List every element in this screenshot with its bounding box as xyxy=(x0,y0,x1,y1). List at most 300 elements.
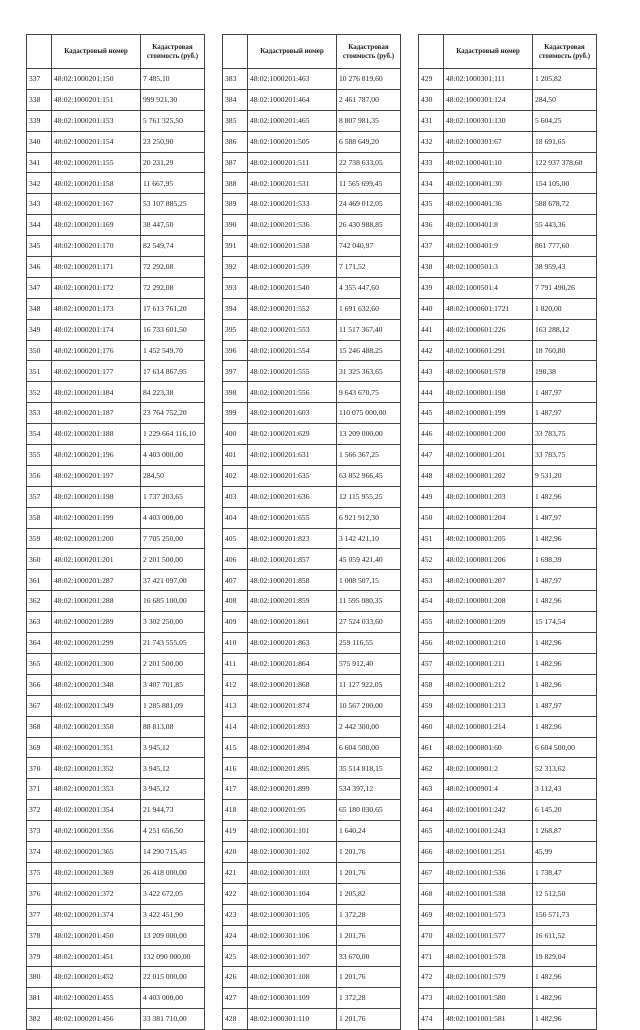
cadastral-number: 48:02:1000601:226 xyxy=(444,319,533,340)
cadastral-value: 14 290 715,45 xyxy=(141,841,205,862)
cadastral-number: 48:02:1000401:36 xyxy=(444,194,533,215)
table-row xyxy=(419,152,597,173)
table-row xyxy=(27,633,205,654)
table-row xyxy=(419,486,597,507)
cadastral-value: 4 403 000,00 xyxy=(141,988,205,1009)
cadastral-value: 1 285 881,09 xyxy=(141,695,205,716)
cadastral-number: 48:02:1000201:172 xyxy=(52,277,141,298)
row-index: 406 xyxy=(223,549,248,570)
cadastral-number: 48:02:1000801:204 xyxy=(444,507,533,528)
cadastral-value: 9 643 670,75 xyxy=(337,382,401,403)
cadastral-number: 48:02:1000301:109 xyxy=(248,988,337,1009)
cadastral-value: 11 667,95 xyxy=(141,173,205,194)
row-index: 402 xyxy=(223,465,248,486)
cadastral-value: 4 403 000,00 xyxy=(141,445,205,466)
cadastral-value: 1 487,97 xyxy=(533,507,597,528)
cadastral-value: 7 791 490,26 xyxy=(533,277,597,298)
table-row xyxy=(27,486,205,507)
cadastral-value: 1 566 367,25 xyxy=(337,445,401,466)
table-row xyxy=(27,967,205,988)
table-row xyxy=(419,862,597,883)
table-row xyxy=(27,403,205,424)
cadastral-number: 48:02:1000301:124 xyxy=(444,89,533,110)
row-index: 400 xyxy=(223,424,248,445)
cadastral-value: 1 205,82 xyxy=(533,69,597,90)
table-row xyxy=(419,131,597,152)
table-row xyxy=(419,424,597,445)
cadastral-number: 48:02:1000801:200 xyxy=(444,424,533,445)
cadastral-number: 48:02:1000801:199 xyxy=(444,403,533,424)
cadastral-number: 48:02:1000801:198 xyxy=(444,382,533,403)
table-row xyxy=(27,591,205,612)
table-row xyxy=(223,633,401,654)
cadastral-value: 72 292,08 xyxy=(141,257,205,278)
row-index: 464 xyxy=(419,800,444,821)
table-row xyxy=(419,737,597,758)
row-index: 425 xyxy=(223,946,248,967)
cadastral-value: 3 945,12 xyxy=(141,737,205,758)
row-index: 454 xyxy=(419,591,444,612)
cadastral-number: 48:02:1000201:158 xyxy=(52,173,141,194)
cadastral-number: 48:02:1000801:212 xyxy=(444,674,533,695)
table-row xyxy=(27,257,205,278)
row-index: 362 xyxy=(27,591,52,612)
cadastral-number: 48:02:1000601:291 xyxy=(444,340,533,361)
row-index: 384 xyxy=(223,89,248,110)
cadastral-number: 48:02:1000201:603 xyxy=(248,403,337,424)
cadastral-number: 48:02:1000201:353 xyxy=(52,779,141,800)
header-cadastral-number: Кадастровый номер xyxy=(52,35,141,69)
row-index: 450 xyxy=(419,507,444,528)
cadastral-number: 48:02:1001001:573 xyxy=(444,904,533,925)
row-index: 415 xyxy=(223,737,248,758)
row-index: 350 xyxy=(27,340,52,361)
row-index: 392 xyxy=(223,257,248,278)
cadastral-value: 3 407 701,85 xyxy=(141,674,205,695)
cadastral-number: 48:02:1000201:895 xyxy=(248,758,337,779)
table-row xyxy=(223,674,401,695)
row-index: 407 xyxy=(223,570,248,591)
cadastral-number: 48:02:1000201:173 xyxy=(52,298,141,319)
cadastral-number: 48:02:1000401:10 xyxy=(444,152,533,173)
cadastral-value: 1 487,97 xyxy=(533,382,597,403)
table-row xyxy=(223,152,401,173)
table-row xyxy=(27,716,205,737)
row-index: 472 xyxy=(419,967,444,988)
table-row xyxy=(223,1009,401,1030)
cadastral-value: 1 487,97 xyxy=(533,695,597,716)
cadastral-value: 16 685 100,00 xyxy=(141,591,205,612)
table-row xyxy=(27,800,205,821)
cadastral-value: 1 698,39 xyxy=(533,549,597,570)
row-index: 391 xyxy=(223,236,248,257)
cadastral-value: 7 705 250,00 xyxy=(141,528,205,549)
cadastral-number: 48:02:1001001:242 xyxy=(444,800,533,821)
table-row xyxy=(419,591,597,612)
cadastral-value: 18 760,80 xyxy=(533,340,597,361)
cadastral-number: 48:02:1001001:577 xyxy=(444,925,533,946)
cadastral-number: 48:02:1000201:452 xyxy=(52,967,141,988)
header-index xyxy=(419,35,444,69)
row-index: 410 xyxy=(223,633,248,654)
cadastral-number: 48:02:1000301:102 xyxy=(248,841,337,862)
cadastral-number: 48:02:1000201:174 xyxy=(52,319,141,340)
cadastral-number: 48:02:1000201:197 xyxy=(52,465,141,486)
row-index: 420 xyxy=(223,841,248,862)
cadastral-value: 15 246 488,25 xyxy=(337,340,401,361)
row-index: 438 xyxy=(419,257,444,278)
table-row xyxy=(419,883,597,904)
cadastral-value: 588 678,72 xyxy=(533,194,597,215)
table-row xyxy=(223,904,401,925)
cadastral-value: 3 112,43 xyxy=(533,779,597,800)
cadastral-value: 53 107 885,25 xyxy=(141,194,205,215)
cadastral-number: 48:02:1000201:858 xyxy=(248,570,337,591)
row-index: 434 xyxy=(419,173,444,194)
cadastral-number: 48:02:1000201:635 xyxy=(248,465,337,486)
table-row xyxy=(419,110,597,131)
cadastral-value: 1 201,76 xyxy=(337,841,401,862)
row-index: 412 xyxy=(223,674,248,695)
cadastral-number: 48:02:1001001:538 xyxy=(444,883,533,904)
row-index: 403 xyxy=(223,486,248,507)
cadastral-value: 13 209 000,00 xyxy=(141,925,205,946)
row-index: 439 xyxy=(419,277,444,298)
table-header-row xyxy=(419,35,597,69)
cadastral-value: 17 614 867,95 xyxy=(141,361,205,382)
cadastral-value: 10 567 200,00 xyxy=(337,695,401,716)
row-index: 413 xyxy=(223,695,248,716)
header-cadastral-number: Кадастровый номер xyxy=(248,35,337,69)
table-row xyxy=(27,236,205,257)
table-row xyxy=(419,549,597,570)
cadastral-number: 48:02:1000301:103 xyxy=(248,862,337,883)
header-cadastral-value: Кадастровая стоимость (руб.) xyxy=(337,35,401,69)
cadastral-value: 2 201 500,00 xyxy=(141,653,205,674)
table-row xyxy=(27,445,205,466)
cadastral-value: 33 783,75 xyxy=(533,424,597,445)
cadastral-number: 48:02:1000501:3 xyxy=(444,257,533,278)
table-row xyxy=(419,361,597,382)
cadastral-value: 1 487,97 xyxy=(533,570,597,591)
row-index: 382 xyxy=(27,1009,52,1030)
table-row xyxy=(27,946,205,967)
cadastral-value: 534 397,12 xyxy=(337,779,401,800)
cadastral-number: 48:02:1000901:4 xyxy=(444,779,533,800)
table-row xyxy=(223,465,401,486)
table-row xyxy=(419,298,597,319)
cadastral-value: 1 482,96 xyxy=(533,716,597,737)
row-index: 444 xyxy=(419,382,444,403)
table-row xyxy=(223,277,401,298)
row-index: 364 xyxy=(27,633,52,654)
cadastral-value: 3 422 672,05 xyxy=(141,883,205,904)
table-row xyxy=(223,319,401,340)
cadastral-number: 48:02:1000201:868 xyxy=(248,674,337,695)
row-index: 443 xyxy=(419,361,444,382)
cadastral-number: 48:02:1000301:101 xyxy=(248,821,337,842)
table-row xyxy=(223,298,401,319)
cadastral-number: 48:02:1000301:111 xyxy=(444,69,533,90)
table-row xyxy=(223,257,401,278)
table-row xyxy=(419,89,597,110)
table-row xyxy=(419,1009,597,1030)
cadastral-number: 48:02:1000201:505 xyxy=(248,131,337,152)
cadastral-value: 3 422 451,90 xyxy=(141,904,205,925)
cadastral-number: 48:02:1000201:95 xyxy=(248,800,337,821)
row-index: 368 xyxy=(27,716,52,737)
cadastral-number: 48:02:1000201:351 xyxy=(52,737,141,758)
cadastral-value: 13 209 000,00 xyxy=(337,424,401,445)
cadastral-number: 48:02:1000601:1721 xyxy=(444,298,533,319)
cadastral-value: 1 482,96 xyxy=(533,1009,597,1030)
table-row xyxy=(27,570,205,591)
row-index: 458 xyxy=(419,674,444,695)
table-row xyxy=(419,215,597,236)
row-index: 360 xyxy=(27,549,52,570)
cadastral-value: 6 604 500,00 xyxy=(533,737,597,758)
row-index: 437 xyxy=(419,236,444,257)
cadastral-number: 48:02:1001001:536 xyxy=(444,862,533,883)
cadastral-number: 48:02:1000201:184 xyxy=(52,382,141,403)
register-column-2 xyxy=(222,34,401,1030)
table-row xyxy=(223,486,401,507)
table-row xyxy=(27,298,205,319)
cadastral-number: 48:02:1000201:556 xyxy=(248,382,337,403)
row-index: 445 xyxy=(419,403,444,424)
cadastral-number: 48:02:1000301:105 xyxy=(248,904,337,925)
table-row xyxy=(419,758,597,779)
cadastral-number: 48:02:1000201:196 xyxy=(52,445,141,466)
cadastral-number: 48:02:1000201:456 xyxy=(52,1009,141,1030)
table-row xyxy=(27,528,205,549)
cadastral-number: 48:02:1000201:365 xyxy=(52,841,141,862)
row-index: 397 xyxy=(223,361,248,382)
cadastral-number: 48:02:1000201:289 xyxy=(52,612,141,633)
cadastral-number: 48:02:1000201:374 xyxy=(52,904,141,925)
row-index: 375 xyxy=(27,862,52,883)
cadastral-number: 48:02:1000201:167 xyxy=(52,194,141,215)
row-index: 405 xyxy=(223,528,248,549)
row-index: 376 xyxy=(27,883,52,904)
cadastral-number: 48:02:1000201:555 xyxy=(248,361,337,382)
row-index: 374 xyxy=(27,841,52,862)
cadastral-value: 3 945,12 xyxy=(141,779,205,800)
table-row xyxy=(223,236,401,257)
table-row xyxy=(27,821,205,842)
cadastral-number: 48:02:1000201:531 xyxy=(248,173,337,194)
cadastral-value: 63 852 966,45 xyxy=(337,465,401,486)
row-index: 390 xyxy=(223,215,248,236)
cadastral-value: 33 381 710,00 xyxy=(141,1009,205,1030)
cadastral-number: 48:02:1001001:581 xyxy=(444,1009,533,1030)
table-row xyxy=(419,465,597,486)
cadastral-value: 1 640,24 xyxy=(337,821,401,842)
cadastral-value: 11 595 080,35 xyxy=(337,591,401,612)
cadastral-value: 1 452 549,70 xyxy=(141,340,205,361)
table-row xyxy=(27,110,205,131)
cadastral-value: 19 829,04 xyxy=(533,946,597,967)
row-index: 466 xyxy=(419,841,444,862)
row-index: 346 xyxy=(27,257,52,278)
cadastral-value: 1 268,87 xyxy=(533,821,597,842)
cadastral-number: 48:02:1000201:863 xyxy=(248,633,337,654)
table-row xyxy=(419,277,597,298)
header-cadastral-number: Кадастровый номер xyxy=(444,35,533,69)
cadastral-number: 48:02:1000201:354 xyxy=(52,800,141,821)
cadastral-number: 48:02:1000201:540 xyxy=(248,277,337,298)
cadastral-value: 65 180 030,65 xyxy=(337,800,401,821)
cadastral-number: 48:02:1001001:580 xyxy=(444,988,533,1009)
cadastral-value: 1 482,96 xyxy=(533,528,597,549)
cadastral-value: 3 302 250,00 xyxy=(141,612,205,633)
cadastral-number: 48:02:1000201:864 xyxy=(248,653,337,674)
table-row xyxy=(27,988,205,1009)
cadastral-value: 6 921 912,30 xyxy=(337,507,401,528)
row-index: 431 xyxy=(419,110,444,131)
row-index: 408 xyxy=(223,591,248,612)
row-index: 433 xyxy=(419,152,444,173)
cadastral-number: 48:02:1001001:579 xyxy=(444,967,533,988)
table-row xyxy=(27,695,205,716)
cadastral-value: 16 733 601,50 xyxy=(141,319,205,340)
table-row xyxy=(223,737,401,758)
cadastral-number: 48:02:1000801:214 xyxy=(444,716,533,737)
cadastral-value: 742 040,97 xyxy=(337,236,401,257)
table-row xyxy=(27,862,205,883)
cadastral-value: 16 611,52 xyxy=(533,925,597,946)
cadastral-value: 52 313,62 xyxy=(533,758,597,779)
table-row xyxy=(27,507,205,528)
cadastral-value: 1 482,96 xyxy=(533,674,597,695)
cadastral-number: 48:02:1000901:2 xyxy=(444,758,533,779)
row-index: 461 xyxy=(419,737,444,758)
cadastral-number: 48:02:1000201:552 xyxy=(248,298,337,319)
cadastral-number: 48:02:1000301:130 xyxy=(444,110,533,131)
cadastral-value: 27 524 033,60 xyxy=(337,612,401,633)
cadastral-value: 22 015 000,00 xyxy=(141,967,205,988)
row-index: 359 xyxy=(27,528,52,549)
cadastral-value: 284,50 xyxy=(533,89,597,110)
row-index: 442 xyxy=(419,340,444,361)
cadastral-value: 1 201,76 xyxy=(337,967,401,988)
row-index: 452 xyxy=(419,549,444,570)
row-index: 363 xyxy=(27,612,52,633)
cadastral-number: 48:02:1000201:894 xyxy=(248,737,337,758)
row-index: 367 xyxy=(27,695,52,716)
cadastral-number: 48:02:1000801:213 xyxy=(444,695,533,716)
cadastral-table xyxy=(222,34,401,1030)
table-row xyxy=(419,988,597,1009)
row-index: 474 xyxy=(419,1009,444,1030)
row-index: 409 xyxy=(223,612,248,633)
table-row xyxy=(223,361,401,382)
row-index: 423 xyxy=(223,904,248,925)
cadastral-number: 48:02:1000201:199 xyxy=(52,507,141,528)
row-index: 451 xyxy=(419,528,444,549)
cadastral-number: 48:02:1000201:150 xyxy=(52,69,141,90)
cadastral-value: 11 127 922,05 xyxy=(337,674,401,695)
table-row xyxy=(27,194,205,215)
cadastral-number: 48:02:1001001:251 xyxy=(444,841,533,862)
row-index: 358 xyxy=(27,507,52,528)
row-index: 435 xyxy=(419,194,444,215)
row-index: 401 xyxy=(223,445,248,466)
cadastral-value: 22 738 633,05 xyxy=(337,152,401,173)
cadastral-value: 122 937 378,60 xyxy=(533,152,597,173)
cadastral-value: 37 421 097,00 xyxy=(141,570,205,591)
cadastral-value: 110 075 000,00 xyxy=(337,403,401,424)
cadastral-number: 48:02:1000201:451 xyxy=(52,946,141,967)
cadastral-value: 1 372,28 xyxy=(337,904,401,925)
row-index: 455 xyxy=(419,612,444,633)
cadastral-value: 33 670,00 xyxy=(337,946,401,967)
row-index: 348 xyxy=(27,298,52,319)
row-index: 371 xyxy=(27,779,52,800)
table-row xyxy=(419,674,597,695)
row-index: 380 xyxy=(27,967,52,988)
cadastral-value: 1 229 664 116,10 xyxy=(141,424,205,445)
cadastral-number: 48:02:1000401:8 xyxy=(444,215,533,236)
cadastral-table xyxy=(26,34,205,1030)
table-row xyxy=(223,340,401,361)
cadastral-number: 48:02:1000201:874 xyxy=(248,695,337,716)
table-row xyxy=(419,967,597,988)
row-index: 379 xyxy=(27,946,52,967)
row-index: 428 xyxy=(223,1009,248,1030)
row-index: 462 xyxy=(419,758,444,779)
cadastral-number: 48:02:1000201:154 xyxy=(52,131,141,152)
cadastral-value: 45 059 421,40 xyxy=(337,549,401,570)
table-row xyxy=(223,716,401,737)
row-index: 465 xyxy=(419,821,444,842)
table-row xyxy=(27,319,205,340)
cadastral-number: 48:02:1000801:203 xyxy=(444,486,533,507)
cadastral-value: 12 512,50 xyxy=(533,883,597,904)
table-row xyxy=(419,779,597,800)
header-index xyxy=(27,35,52,69)
row-index: 459 xyxy=(419,695,444,716)
cadastral-number: 48:02:1000801:207 xyxy=(444,570,533,591)
table-row xyxy=(27,215,205,236)
cadastral-number: 48:02:1000201:636 xyxy=(248,486,337,507)
row-index: 353 xyxy=(27,403,52,424)
row-index: 398 xyxy=(223,382,248,403)
cadastral-value: 1 482,96 xyxy=(533,633,597,654)
cadastral-value: 11 517 367,40 xyxy=(337,319,401,340)
cadastral-number: 48:02:1000801:210 xyxy=(444,633,533,654)
cadastral-number: 48:02:1000201:465 xyxy=(248,110,337,131)
row-index: 447 xyxy=(419,445,444,466)
cadastral-value: 21 743 555,05 xyxy=(141,633,205,654)
row-index: 366 xyxy=(27,674,52,695)
cadastral-number: 48:02:1000201:455 xyxy=(52,988,141,1009)
table-row xyxy=(27,549,205,570)
table-row xyxy=(419,946,597,967)
cadastral-number: 48:02:1000201:288 xyxy=(52,591,141,612)
table-row xyxy=(27,925,205,946)
row-index: 436 xyxy=(419,215,444,236)
cadastral-value: 1 482,96 xyxy=(533,591,597,612)
table-row xyxy=(27,653,205,674)
row-index: 395 xyxy=(223,319,248,340)
cadastral-value: 6 588 649,20 xyxy=(337,131,401,152)
table-row xyxy=(223,570,401,591)
cadastral-value: 11 565 699,45 xyxy=(337,173,401,194)
row-index: 343 xyxy=(27,194,52,215)
cadastral-value: 1 201,76 xyxy=(337,1009,401,1030)
table-row xyxy=(223,424,401,445)
